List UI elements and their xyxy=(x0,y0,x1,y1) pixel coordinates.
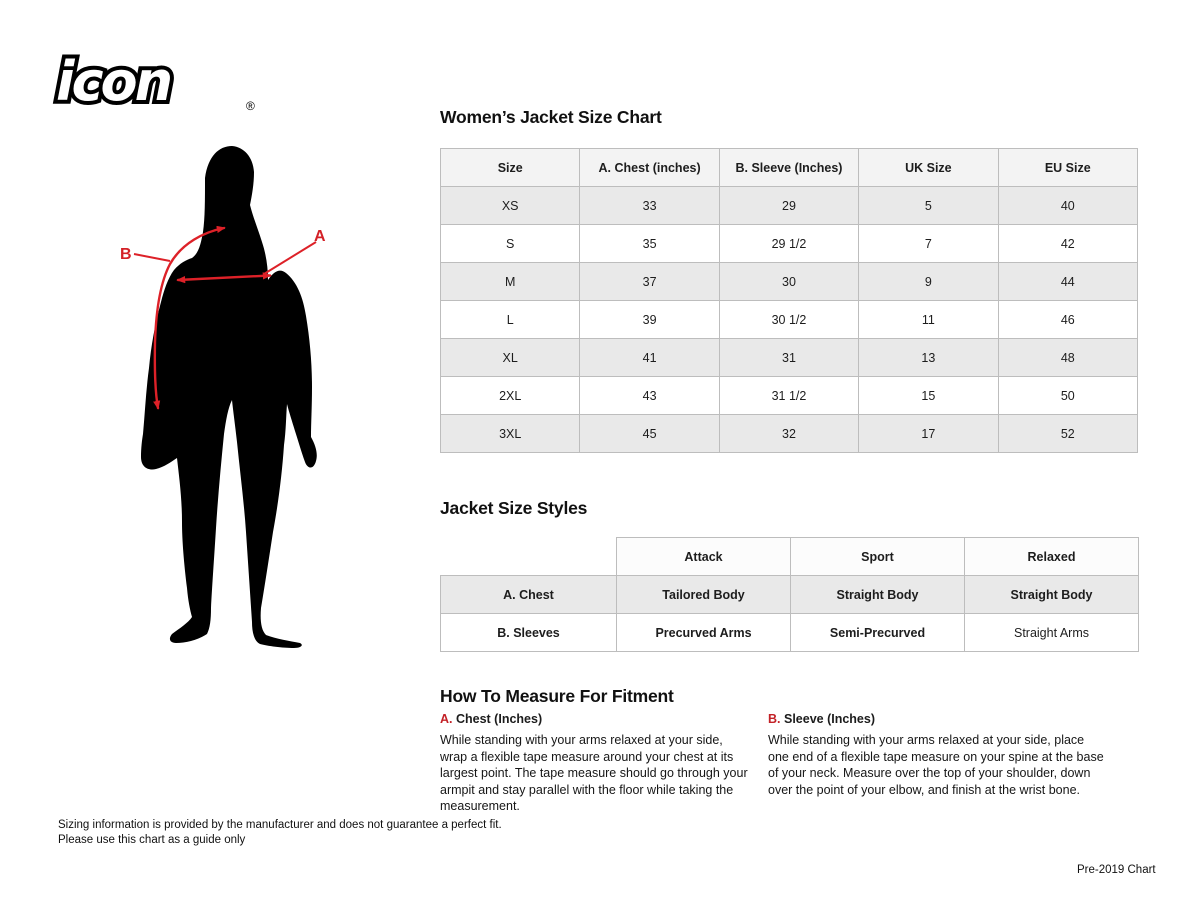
registered-mark: ® xyxy=(246,99,255,113)
measure-letter-a: A. xyxy=(440,712,453,726)
logo-text: icon xyxy=(56,50,171,113)
cell: Straight Body xyxy=(791,576,965,614)
style-chart-header-row xyxy=(441,538,1139,576)
style-chart-blank-cell xyxy=(441,538,617,576)
size-chart-header-row xyxy=(441,149,1138,187)
cell: 29 xyxy=(719,187,858,225)
cell: 33 xyxy=(580,187,719,225)
table-row-l xyxy=(441,301,1138,339)
chart-version-label: Pre-2019 Chart xyxy=(1077,864,1156,876)
female-silhouette-icon xyxy=(141,146,317,648)
table-row-2xl xyxy=(441,377,1138,415)
measure-heading-text: Sleeve (Inches) xyxy=(783,712,875,726)
disclaimer-line-2: Please use this chart as a guide only xyxy=(58,834,246,846)
size-chart-table xyxy=(440,148,1138,453)
cell: 9 xyxy=(859,263,998,301)
col-header-uk: UK Size xyxy=(859,149,998,187)
row-label-sleeves: B. Sleeves xyxy=(441,614,617,652)
table-row-xl xyxy=(441,339,1138,377)
label-a: A xyxy=(314,228,326,245)
cell: 40 xyxy=(998,187,1137,225)
table-row-s xyxy=(441,225,1138,263)
cell: 48 xyxy=(998,339,1137,377)
a-pointer-line xyxy=(264,242,316,274)
cell: 15 xyxy=(859,377,998,415)
b-pointer-line xyxy=(134,254,170,261)
measure-body-chest: While standing with your arms relaxed at your side, wrap a flexible tape measure around your chest at its largest point. The tape measure should go through your armpit and stay parallel with the floor while taking the measurement. xyxy=(440,733,748,813)
cell: 31 1/2 xyxy=(719,377,858,415)
measurement-figure xyxy=(120,140,360,660)
cell: 35 xyxy=(580,225,719,263)
cell: 2XL xyxy=(441,377,580,415)
cell: XL xyxy=(441,339,580,377)
cell: 11 xyxy=(859,301,998,339)
measure-title: How To Measure For Fitment xyxy=(440,686,674,706)
cell: 52 xyxy=(998,415,1137,453)
style-row-chest xyxy=(441,576,1139,614)
col-header-eu: EU Size xyxy=(998,149,1137,187)
col-header-relaxed: Relaxed xyxy=(965,538,1139,576)
size-chart-title: Women’s Jacket Size Chart xyxy=(440,107,662,127)
cell: Straight Body xyxy=(965,576,1139,614)
cell: XS xyxy=(441,187,580,225)
cell: 44 xyxy=(998,263,1137,301)
icon-logo-icon xyxy=(50,48,270,114)
cell: 17 xyxy=(859,415,998,453)
cell: 42 xyxy=(998,225,1137,263)
table-row-xs xyxy=(441,187,1138,225)
cell: Semi-Precurved xyxy=(791,614,965,652)
label-b: B xyxy=(120,246,132,263)
style-chart-title: Jacket Size Styles xyxy=(440,498,588,518)
cell: Precurved Arms xyxy=(617,614,791,652)
measure-section-chest xyxy=(440,712,752,815)
cell: 30 1/2 xyxy=(719,301,858,339)
cell: 37 xyxy=(580,263,719,301)
cell: 43 xyxy=(580,377,719,415)
cell: 7 xyxy=(859,225,998,263)
cell: Straight Arms xyxy=(965,614,1139,652)
icon-brand-logo xyxy=(50,48,270,114)
cell: 39 xyxy=(580,301,719,339)
col-header-attack: Attack xyxy=(617,538,791,576)
cell: S xyxy=(441,225,580,263)
col-header-sport: Sport xyxy=(791,538,965,576)
cell: 32 xyxy=(719,415,858,453)
cell: 46 xyxy=(998,301,1137,339)
measure-body-sleeve: While standing with your arms relaxed at your side, place one end of a flexible tape measure on your spine at the base of your neck. Measure over the top of your shoulder, down over the point of your elbow, and finish at the wrist bone. xyxy=(768,733,1104,797)
measure-heading-chest xyxy=(440,712,752,727)
cell: Tailored Body xyxy=(617,576,791,614)
cell: 13 xyxy=(859,339,998,377)
table-row-m xyxy=(441,263,1138,301)
cell: M xyxy=(441,263,580,301)
cell: 31 xyxy=(719,339,858,377)
style-chart-table xyxy=(440,537,1139,652)
measure-section-sleeve xyxy=(768,712,1104,798)
cell: 41 xyxy=(580,339,719,377)
cell: 30 xyxy=(719,263,858,301)
measure-heading-sleeve xyxy=(768,712,1104,727)
cell: 50 xyxy=(998,377,1137,415)
measure-letter-b: B. xyxy=(768,712,781,726)
cell: 45 xyxy=(580,415,719,453)
style-row-sleeves xyxy=(441,614,1139,652)
col-header-chest: A. Chest (inches) xyxy=(580,149,719,187)
cell: 29 1/2 xyxy=(719,225,858,263)
col-header-sleeve: B. Sleeve (Inches) xyxy=(719,149,858,187)
cell: 5 xyxy=(859,187,998,225)
cell: L xyxy=(441,301,580,339)
col-header-size: Size xyxy=(441,149,580,187)
row-label-chest: A. Chest xyxy=(441,576,617,614)
measure-heading-text: Chest (Inches) xyxy=(455,712,543,726)
cell: 3XL xyxy=(441,415,580,453)
disclaimer xyxy=(58,818,502,848)
disclaimer-line-1: Sizing information is provided by the manufacturer and does not guarantee a perfect fit. xyxy=(58,819,502,831)
table-row-3xl xyxy=(441,415,1138,453)
